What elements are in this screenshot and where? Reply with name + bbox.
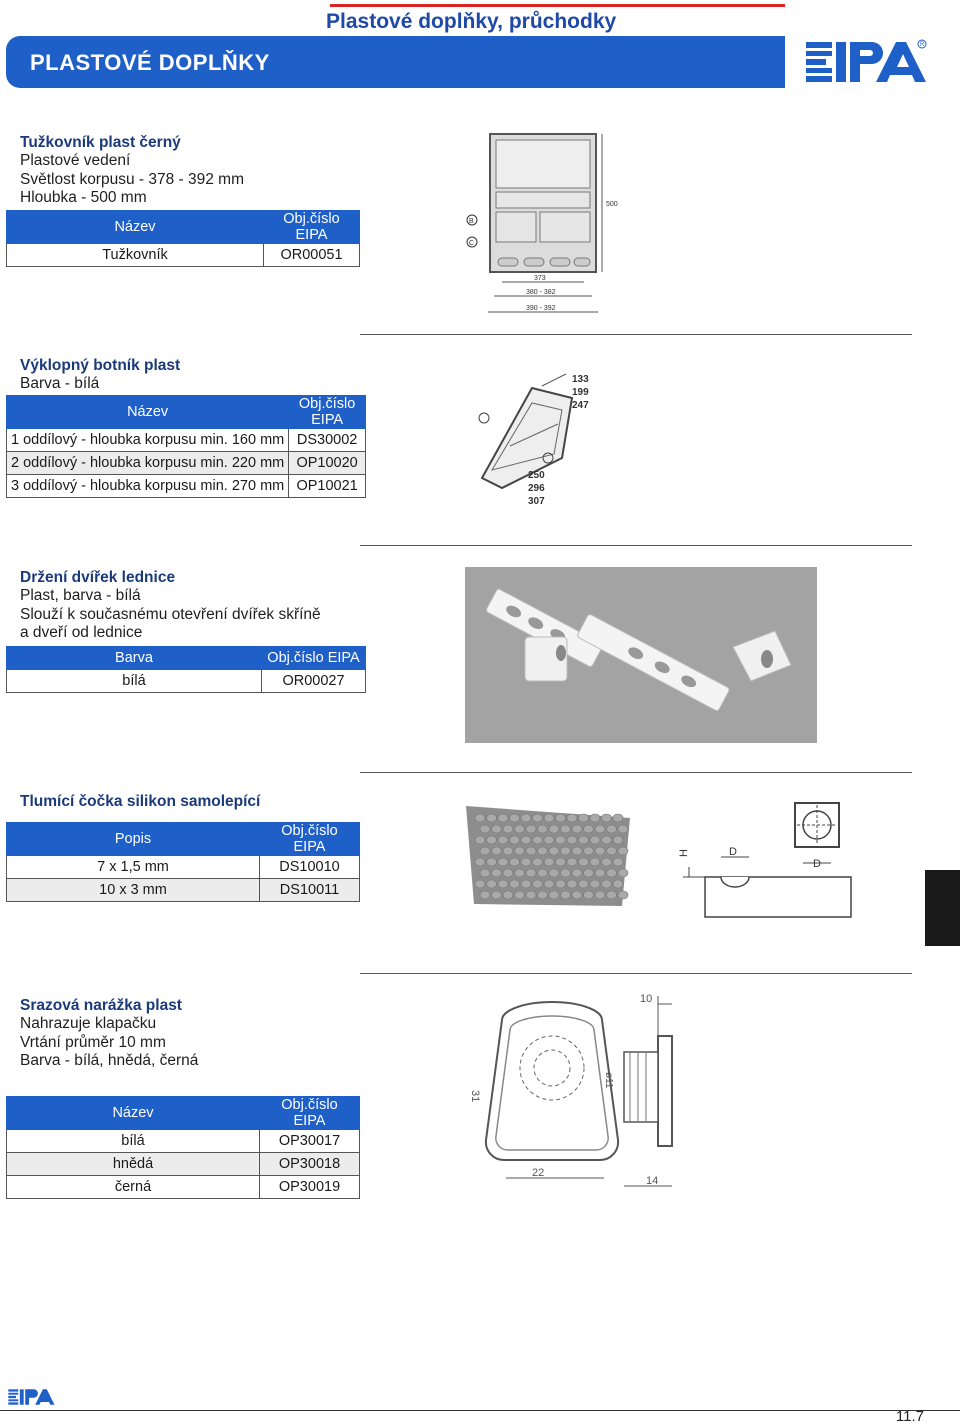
bumper-dot: [503, 891, 513, 899]
bumper-dot: [567, 836, 577, 844]
table-cell: černá: [7, 1176, 260, 1199]
table-cell: OR00027: [262, 670, 366, 693]
table-header: Obj.číslo EIPA: [289, 396, 366, 429]
table-cell: bílá: [7, 1130, 260, 1153]
pencil-tray-drawing: [462, 128, 622, 320]
table-cell: OP10021: [289, 475, 366, 498]
bumper-dot: [613, 880, 623, 888]
product-detail: Barva - bílá, hnědá, černá: [20, 1052, 199, 1069]
table-row: [7, 856, 360, 879]
dimension-label: 133: [572, 374, 589, 385]
bumper-dot: [503, 825, 513, 833]
dimension-label: 307: [528, 496, 545, 507]
bumper-dot: [595, 825, 605, 833]
product-detail: Vrtání průměr 10 mm: [20, 1034, 166, 1051]
dimension-label: 373: [534, 275, 546, 282]
bumper-dot: [561, 869, 571, 877]
dimension-label: 500: [606, 201, 618, 208]
bumper-dot: [579, 836, 589, 844]
bumper-dot: [515, 869, 525, 877]
dimension-label: 296: [528, 483, 545, 494]
bumper-dot: [526, 869, 536, 877]
bumper-dot: [556, 858, 566, 866]
bumper-dot: [475, 836, 485, 844]
eipa-footer-logo: [6, 1386, 56, 1408]
dimension-label: 31: [469, 1090, 481, 1103]
table-row: [7, 244, 360, 267]
drawing-marker: B: [469, 218, 474, 225]
product-table: [6, 646, 366, 693]
header-band-extension: [300, 36, 785, 88]
bumper-dot: [572, 869, 582, 877]
bumper-dot: [475, 814, 485, 822]
bumper-dot: [618, 891, 628, 899]
dimension-label: D: [813, 858, 821, 870]
fridge-door-holder-photo: [465, 567, 817, 743]
bumper-dot: [584, 847, 594, 855]
table-cell: 10 x 3 mm: [7, 879, 260, 902]
footer-divider: [0, 1410, 960, 1411]
bumper-dot: [480, 869, 490, 877]
dimension-label: H: [678, 849, 690, 857]
table-row: [7, 879, 360, 902]
bumper-dot: [526, 847, 536, 855]
bumper-dot: [533, 880, 543, 888]
bumper-dot: [544, 814, 554, 822]
bumper-dot: [602, 836, 612, 844]
bumper-dot: [475, 858, 485, 866]
table-cell: OP10020: [289, 452, 366, 475]
bumper-dot: [561, 825, 571, 833]
product-table: [6, 395, 366, 498]
table-row: [7, 452, 366, 475]
page-number: 11.7: [895, 1408, 924, 1425]
silicone-bumpers-photo: [462, 800, 632, 910]
dimension-label: 380 - 382: [526, 289, 556, 296]
bumper-dot: [510, 814, 520, 822]
bumper-dot: [515, 847, 525, 855]
bumper-dot: [544, 836, 554, 844]
table-cell: 7 x 1,5 mm: [7, 856, 260, 879]
product-table: [6, 1096, 360, 1199]
bumper-dot: [498, 836, 508, 844]
table-header: Obj.číslo EIPA: [262, 647, 366, 670]
bumper-dot: [533, 814, 543, 822]
bumper-dot: [556, 814, 566, 822]
table-row: [7, 1153, 360, 1176]
bumper-dot: [492, 891, 502, 899]
bumper-dot: [526, 891, 536, 899]
bumper-dot: [521, 814, 531, 822]
bumper-dot: [492, 869, 502, 877]
bumper-dot: [595, 869, 605, 877]
bumper-dot: [595, 847, 605, 855]
bumper-dot: [590, 858, 600, 866]
product-detail: Hloubka - 500 mm: [20, 189, 147, 206]
bumper-dot: [584, 869, 594, 877]
bumper-dot: [602, 880, 612, 888]
bumper-dimension-drawing: [665, 795, 855, 920]
bumper-dot: [584, 891, 594, 899]
product-title: Tlumící čočka silikon samolepící: [20, 793, 261, 810]
product-detail: Barva - bílá: [20, 375, 100, 392]
bumper-dot: [526, 825, 536, 833]
bumper-dot: [613, 814, 623, 822]
bumper-dot: [510, 836, 520, 844]
section-divider: [360, 973, 912, 974]
dimension-label: 250: [528, 470, 545, 481]
product-table: [6, 822, 360, 902]
header-accent-line: [330, 4, 785, 7]
table-cell: OR00051: [264, 244, 360, 267]
product-title: Srazová narážka plast: [20, 997, 182, 1014]
bumper-dot: [480, 847, 490, 855]
product-title: Tužkovník plast černý: [20, 134, 181, 151]
bumper-dot: [498, 858, 508, 866]
bumper-dot: [572, 847, 582, 855]
bumper-dot: [538, 825, 548, 833]
bumper-dot: [602, 814, 612, 822]
page-subtitle: Plastové doplňky, průchodky: [326, 10, 617, 33]
bumper-dot: [579, 814, 589, 822]
shoe-rack-drawing: [462, 358, 612, 510]
bumper-dot: [498, 880, 508, 888]
table-cell: bílá: [7, 670, 262, 693]
table-cell: DS10011: [260, 879, 360, 902]
bumper-dot: [503, 869, 513, 877]
bumper-dot: [579, 858, 589, 866]
table-header: Obj.číslo EIPA: [260, 1097, 360, 1130]
bumper-dot: [602, 858, 612, 866]
bumper-dot: [521, 880, 531, 888]
bumper-dot: [533, 858, 543, 866]
bumper-dot: [595, 891, 605, 899]
table-cell: OP30019: [260, 1176, 360, 1199]
table-row: [7, 1176, 360, 1199]
bumper-dot: [561, 891, 571, 899]
bumper-dot: [487, 814, 497, 822]
product-detail: a dveří od lednice: [20, 624, 143, 641]
bumper-dot: [475, 880, 485, 888]
section-divider: [360, 334, 912, 335]
bumper-dot: [549, 847, 559, 855]
bumper-dot: [498, 814, 508, 822]
bumper-dot: [487, 880, 497, 888]
bumper-dot: [538, 847, 548, 855]
dimension-label: D: [729, 846, 737, 858]
table-cell: DS10010: [260, 856, 360, 879]
bumper-dot: [544, 880, 554, 888]
bumper-dot: [521, 858, 531, 866]
dimension-label: 10: [640, 993, 653, 1005]
bumper-dot: [590, 880, 600, 888]
table-header: Název: [7, 1097, 260, 1130]
door-stop-drawing: [462, 990, 692, 1190]
bumper-dot: [618, 869, 628, 877]
table-cell: hnědá: [7, 1153, 260, 1176]
table-cell: OP30018: [260, 1153, 360, 1176]
bumper-dot: [613, 858, 623, 866]
bumper-dot: [607, 869, 617, 877]
table-header: Obj.číslo EIPA: [260, 823, 360, 856]
bumper-dot: [607, 891, 617, 899]
section-divider: [360, 772, 912, 773]
bumper-dot: [607, 825, 617, 833]
bumper-dot: [613, 836, 623, 844]
bumper-dot: [503, 847, 513, 855]
bumper-dot: [556, 836, 566, 844]
section-divider: [360, 545, 912, 546]
drawing-marker: C: [469, 240, 475, 247]
bumper-dot: [544, 858, 554, 866]
bumper-dot: [480, 891, 490, 899]
table-row: [7, 1130, 360, 1153]
bumper-dot: [567, 880, 577, 888]
bumper-dot: [567, 858, 577, 866]
product-title: Výklopný botník plast: [20, 357, 181, 374]
bumper-dot: [561, 847, 571, 855]
bumper-dot: [590, 814, 600, 822]
table-cell: 2 oddílový - hloubka korpusu min. 220 mm: [7, 452, 289, 475]
dimension-label: 390 - 392: [526, 305, 556, 312]
bumper-dot: [549, 869, 559, 877]
table-cell: Tužkovník: [7, 244, 264, 267]
bumper-dot: [607, 847, 617, 855]
bumper-dot: [492, 825, 502, 833]
bumper-dot: [572, 891, 582, 899]
bumper-dot: [480, 825, 490, 833]
product-detail: Plastové vedení: [20, 152, 131, 169]
bumper-dot: [538, 869, 548, 877]
bumper-dot: [510, 858, 520, 866]
dimension-label: 22: [532, 1167, 545, 1179]
chapter-tab: [925, 870, 960, 946]
product-detail: Světlost korpusu - 378 - 392 mm: [20, 171, 244, 188]
bumper-dot: [549, 825, 559, 833]
bumper-dot: [533, 836, 543, 844]
product-title: Držení dvířek lednice: [20, 569, 176, 586]
bumper-dot: [538, 891, 548, 899]
table-header: Barva: [7, 647, 262, 670]
bumper-dot: [492, 847, 502, 855]
table-header: Název: [7, 211, 264, 244]
bumper-dot: [584, 825, 594, 833]
bumper-dot: [521, 836, 531, 844]
bumper-dot: [567, 814, 577, 822]
table-cell: 3 oddílový - hloubka korpusu min. 270 mm: [7, 475, 289, 498]
bumper-dot: [515, 825, 525, 833]
product-detail: Nahrazuje klapačku: [20, 1015, 157, 1032]
table-cell: OP30017: [260, 1130, 360, 1153]
table-cell: 1 oddílový - hloubka korpusu min. 160 mm: [7, 429, 289, 452]
product-detail: Plast, barva - bílá: [20, 587, 141, 604]
dimension-label: ø11: [603, 1072, 614, 1089]
dimension-label: 14: [646, 1175, 659, 1187]
table-cell: DS30002: [289, 429, 366, 452]
table-row: [7, 429, 366, 452]
table-header: Obj.číslo EIPA: [264, 211, 360, 244]
bumper-dot: [618, 847, 628, 855]
eipa-logo: [800, 36, 930, 88]
bumper-dot: [590, 836, 600, 844]
dimension-label: 199: [572, 387, 589, 398]
bumper-dot: [515, 891, 525, 899]
bumper-dot: [487, 858, 497, 866]
table-header: Název: [7, 396, 289, 429]
product-table: [6, 210, 360, 267]
bumper-dot: [487, 836, 497, 844]
bumper-dot: [549, 891, 559, 899]
table-row: [7, 670, 366, 693]
bumper-dot: [510, 880, 520, 888]
page-title: PLASTOVÉ DOPLŇKY: [30, 50, 270, 75]
table-row: [7, 475, 366, 498]
svg-text:R: R: [920, 42, 925, 48]
bumper-dot: [618, 825, 628, 833]
bumper-dot: [579, 880, 589, 888]
table-header: Popis: [7, 823, 260, 856]
bumper-dot: [572, 825, 582, 833]
bumper-dot: [556, 880, 566, 888]
product-detail: Slouží k současnému otevření dvířek skříně: [20, 606, 321, 623]
dimension-label: 247: [572, 400, 589, 411]
